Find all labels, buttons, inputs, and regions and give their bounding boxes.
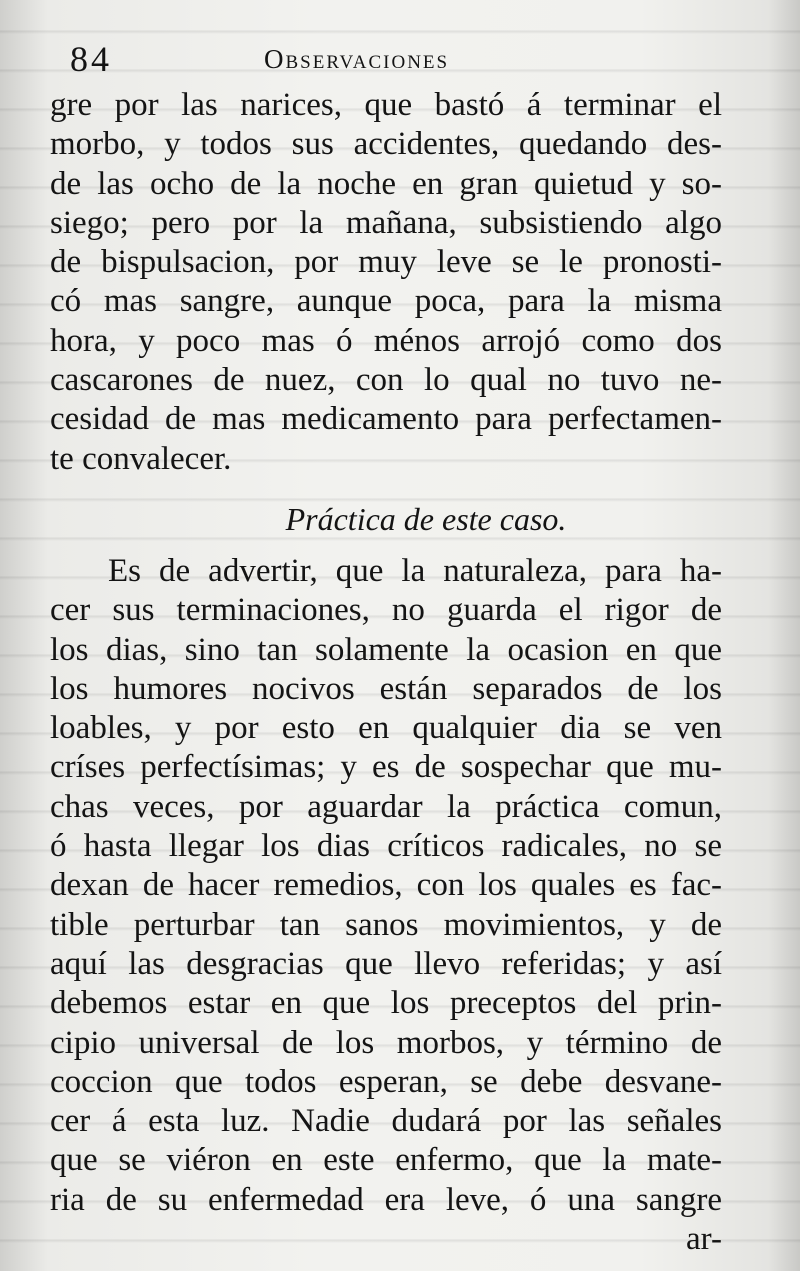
- text-line: siego; pero por la mañana, subsistiendo algo: [50, 204, 722, 241]
- text-line: morbo, y todos sus accidentes, quedando des-: [50, 126, 722, 163]
- text-line: críses perfectísimas; y es de sospechar que mu-: [50, 749, 722, 786]
- text-line: cer sus terminaciones, no guarda el rigor de: [50, 592, 722, 629]
- text-line: ó hasta llegar los dias críticos radicales, no se: [50, 828, 722, 865]
- text-line: debemos estar en que los preceptos del prin-: [50, 985, 722, 1022]
- text-line: cesidad de mas medicamento para perfectamen-: [50, 401, 722, 438]
- text-line: de las ocho de la noche en gran quietud y so-: [50, 165, 722, 202]
- running-title: Observaciones: [264, 44, 450, 74]
- text-line: que se viéron en este enfermo, que la mate-: [50, 1142, 722, 1179]
- text-line: ria de su enfermedad era leve, ó una sangre: [50, 1181, 722, 1218]
- text-line: coccion que todos esperan, se debe desvane-: [50, 1063, 722, 1100]
- text-line: cipio universal de los morbos, y término de: [50, 1024, 722, 1061]
- text-line: cascarones de nuez, con lo qual no tuvo ne-: [50, 362, 722, 399]
- text-line: de bispulsacion, por muy leve se le pronosti-: [50, 244, 722, 281]
- page-number: 84: [70, 39, 112, 79]
- text-line: hora, y poco mas ó ménos arrojó como dos: [50, 322, 722, 359]
- catchword: ar-: [686, 1221, 722, 1258]
- text-line: los dias, sino tan solamente la ocasion en que: [50, 631, 722, 668]
- text-line: có mas sangre, aunque poca, para la misma: [50, 283, 722, 320]
- text-line: cer á esta luz. Nadie dudará por las señales: [50, 1103, 722, 1140]
- text-line: gre por las narices, que bastó á terminar el: [50, 87, 722, 123]
- body-text: [50, 86, 722, 1259]
- page-header: [70, 38, 720, 78]
- text-line: los humores nocivos están separados de los: [50, 670, 722, 707]
- text-line: te convalecer.: [50, 440, 232, 477]
- text-line: tible perturbar tan sanos movimientos, y de: [50, 906, 722, 943]
- text-line: chas veces, por aguardar la práctica comun,: [50, 788, 722, 825]
- text-line: loables, y por esto en qualquier dia se ven: [50, 710, 722, 747]
- text-line: dexan de hacer remedios, con los quales es fac-: [50, 867, 722, 904]
- section-title: Práctica de este caso.: [285, 500, 567, 537]
- text-line: Es de advertir, que la naturaleza, para ha-: [108, 552, 722, 589]
- text-line: aquí las desgracias que llevo referidas; y así: [50, 945, 722, 982]
